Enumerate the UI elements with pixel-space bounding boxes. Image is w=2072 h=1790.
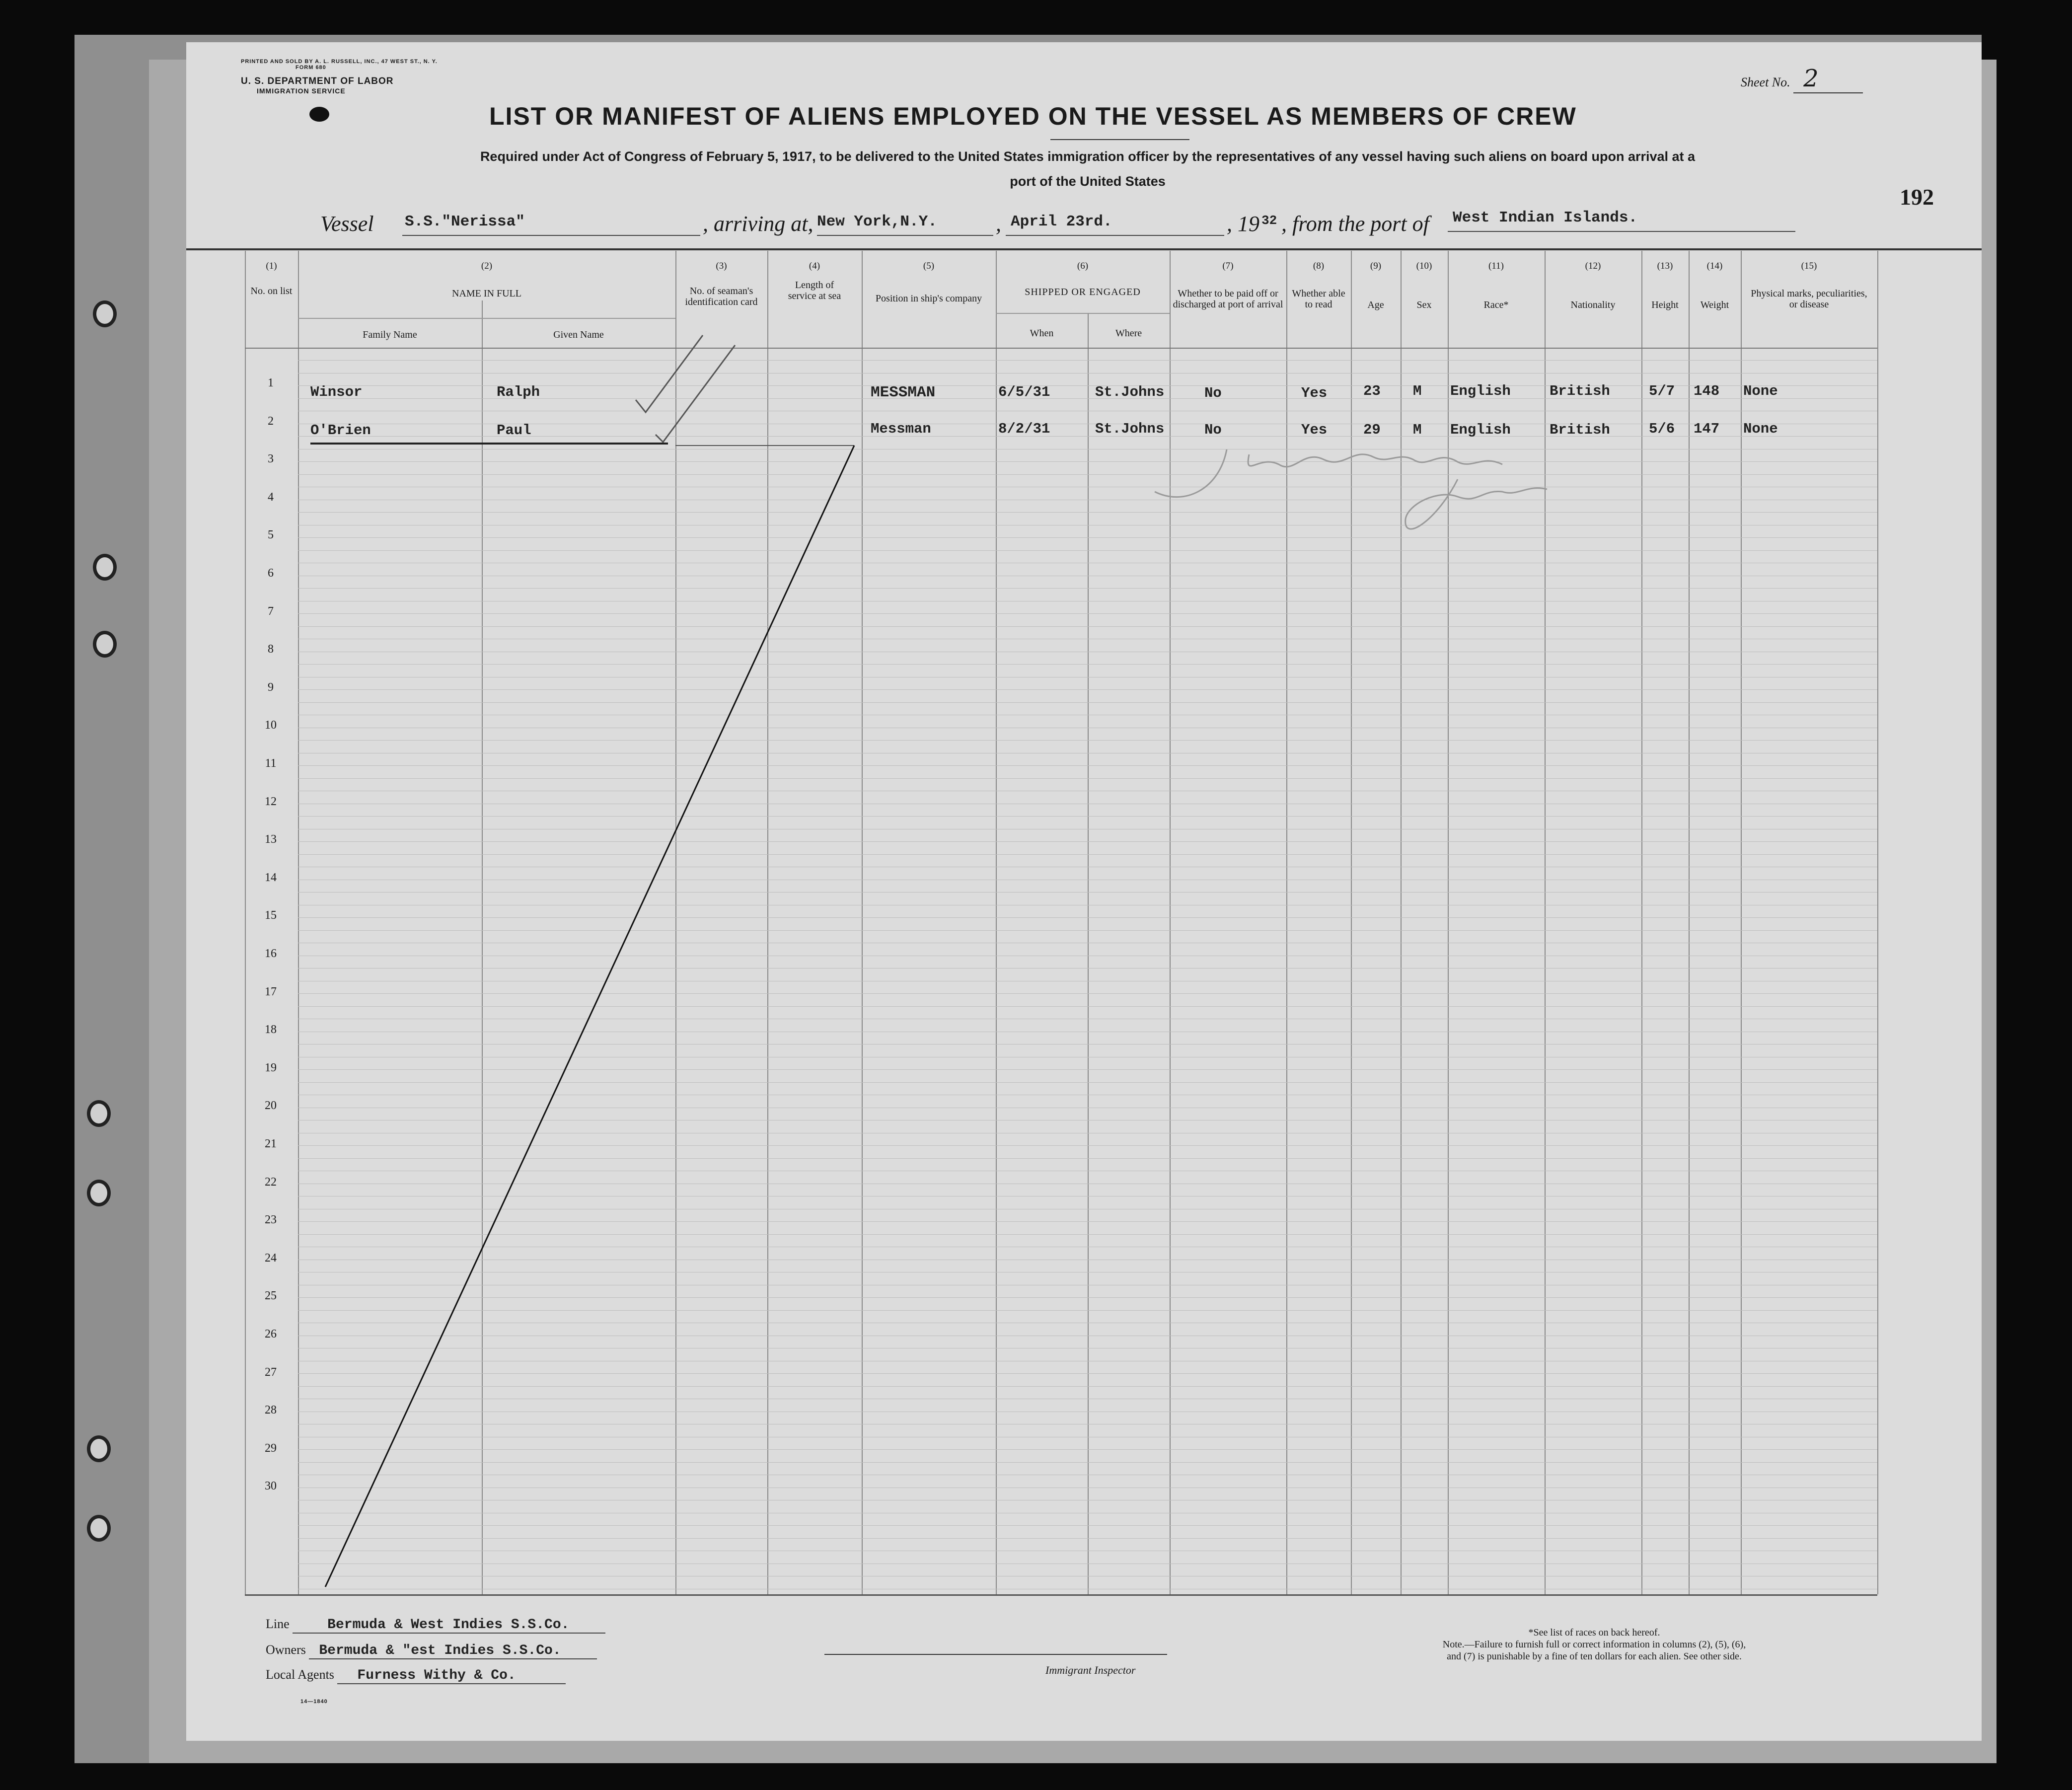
header-length-service: Length of service at sea — [788, 280, 841, 301]
cell-marks: None — [1743, 383, 1778, 399]
binder-ring — [93, 300, 117, 327]
header-sex: Sex — [1416, 299, 1432, 310]
departure-port: West Indian Islands. — [1453, 209, 1638, 226]
column-number: (15) — [1801, 261, 1817, 271]
row-number: 12 — [265, 795, 277, 808]
row-number: 11 — [265, 757, 277, 770]
row-number: 25 — [265, 1289, 277, 1303]
column-number: (5) — [923, 261, 935, 271]
cell-nationality: British — [1550, 422, 1610, 438]
voyage-line: Vessel S.S."Nerissa" , arriving at, New York,N.Y. , April 23rd. , 19 32 , from the port of West Indian Islands. — [320, 211, 1959, 241]
header-name-in-full: NAME IN FULL — [452, 288, 521, 299]
header-race: Race* — [1483, 299, 1509, 310]
binder-ring — [87, 1100, 111, 1127]
line-label: Line — [266, 1617, 290, 1631]
column-number: (6) — [1077, 261, 1089, 271]
row-number: 19 — [265, 1061, 277, 1074]
from-label: , from the port of — [1281, 212, 1429, 236]
year-label: , 19 — [1227, 212, 1259, 236]
inspector-signature — [1155, 449, 1547, 529]
arrival-date: April 23rd. — [1011, 213, 1112, 230]
note-penalty-line-2: and (7) is punishable by a fine of ten dollars for each alien. See other side. — [1447, 1651, 1742, 1662]
service-name: IMMIGRATION SERVICE — [257, 87, 346, 95]
requirement-line-2: port of the United States — [1010, 174, 1166, 189]
manifest-title: LIST OR MANIFEST OF ALIENS EMPLOYED ON THE VESSEL AS MEMBERS OF CREW — [489, 102, 1577, 130]
binder-ring — [87, 1515, 111, 1542]
header-able-read: Whether able to read — [1292, 288, 1345, 310]
row-number: 4 — [268, 490, 274, 504]
note-penalty-line-1: Note.—Failure to furnish full or correct information in columns (2), (5), (6), — [1442, 1639, 1746, 1650]
diagonal-strike-line — [325, 446, 854, 1587]
cell-where: St.Johns — [1095, 384, 1165, 400]
inspector-label: Immigrant Inspector — [1045, 1664, 1136, 1676]
row-number: 3 — [268, 452, 274, 466]
sheet-number-value: 2 — [1793, 65, 1863, 93]
header-weight: Weight — [1700, 299, 1729, 310]
header-family-name: Family Name — [363, 329, 417, 340]
owners-label: Owners — [266, 1642, 306, 1657]
row-number: 29 — [265, 1441, 277, 1455]
cell-age: 23 — [1363, 383, 1381, 399]
row-number: 8 — [268, 643, 274, 656]
column-number: (8) — [1313, 261, 1325, 271]
row-number: 1 — [268, 376, 274, 389]
agents-value: Furness Withy & Co. — [337, 1668, 566, 1684]
row-number: 9 — [268, 680, 274, 694]
row-number: 28 — [265, 1404, 277, 1417]
row-number: 20 — [265, 1099, 277, 1113]
cell-height: 5/6 — [1649, 421, 1675, 437]
cell-sex: M — [1413, 422, 1422, 438]
column-number: (7) — [1222, 261, 1234, 271]
column-number: (10) — [1416, 261, 1432, 271]
agents-label: Local Agents — [266, 1667, 334, 1682]
column-number: (9) — [1370, 261, 1382, 271]
column-number: (4) — [809, 261, 820, 271]
row-number: 27 — [265, 1365, 277, 1379]
cell-sex: M — [1413, 383, 1422, 399]
header-shipped-engaged: SHIPPED OR ENGAGED — [1025, 287, 1141, 298]
row-number: 21 — [265, 1137, 277, 1150]
column-number: (1) — [266, 261, 277, 271]
footer-line-row — [266, 1617, 605, 1634]
column-number: (2) — [481, 261, 493, 271]
header-paid-off: Whether to be paid off or discharged at port of arrival — [1173, 288, 1283, 310]
header-given-name: Given Name — [553, 329, 604, 340]
cell-age: 29 — [1363, 422, 1381, 438]
sheet-label: Sheet No. — [1741, 75, 1790, 89]
arrival-port: New York,N.Y. — [817, 213, 937, 230]
arriving-label: , arriving at, — [703, 212, 814, 236]
header-height: Height — [1651, 299, 1679, 310]
cell-position: Messman — [871, 421, 931, 437]
row-number: 2 — [268, 414, 274, 428]
column-number: (14) — [1706, 261, 1723, 271]
footer-agents-row — [266, 1667, 566, 1684]
row-number: 10 — [265, 719, 277, 732]
header-when: When — [1030, 328, 1054, 339]
check-mark-icon — [636, 335, 703, 412]
row-number: 23 — [265, 1213, 277, 1227]
cell-race: English — [1450, 383, 1511, 399]
cell-weight: 148 — [1694, 383, 1720, 399]
cell-weight: 147 — [1694, 421, 1720, 437]
manifest-page — [186, 42, 1982, 1741]
binder-ring — [87, 1435, 111, 1462]
check-mark-icon — [656, 345, 735, 442]
page-number: 192 — [1900, 184, 1934, 210]
row-number: 15 — [265, 909, 277, 922]
header-position: Position in ship's company — [875, 293, 982, 304]
form-number: FORM 680 — [296, 65, 326, 71]
header-id-card: No. of seaman's identification card — [685, 286, 758, 307]
column-number: (3) — [716, 261, 727, 271]
vessel-name: S.S."Nerissa" — [405, 213, 525, 230]
row-number: 7 — [268, 604, 274, 618]
row-number: 22 — [265, 1175, 277, 1189]
ink-marks — [186, 42, 1982, 1741]
row-number: 6 — [268, 567, 274, 580]
cell-given-name: Ralph — [497, 384, 540, 400]
cell-read: Yes — [1301, 385, 1328, 401]
binder-ring — [87, 1180, 111, 1206]
owners-value: Bermuda & "est Indies S.S.Co. — [309, 1643, 597, 1659]
vessel-label: Vessel — [320, 212, 374, 236]
header-where: Where — [1115, 328, 1142, 339]
cell-family-name: O'Brien — [310, 422, 371, 439]
cell-nationality: British — [1550, 383, 1610, 399]
cell-position: MESSMAN — [871, 384, 936, 401]
cell-family-name: Winsor — [310, 384, 363, 400]
column-number: (13) — [1657, 261, 1673, 271]
cell-when: 8/2/31 — [998, 421, 1050, 437]
requirement-line-1: Required under Act of Congress of February 5, 1917, to be delivered to the United States immigration officer by the representatives of any vessel having such aliens on board upon arrival at a — [480, 149, 1696, 164]
column-number: (11) — [1488, 261, 1504, 271]
binder-ring — [93, 554, 117, 581]
inspector-signature-line — [824, 1654, 1167, 1655]
cell-marks: None — [1743, 421, 1778, 437]
header-no-on-list: No. on list — [250, 286, 293, 297]
cell-where: St.Johns — [1095, 421, 1165, 437]
row-number: 26 — [265, 1328, 277, 1341]
note-races: *See list of races on back hereof. — [1528, 1627, 1660, 1638]
cell-when: 6/5/31 — [998, 384, 1050, 400]
printer-imprint-line: PRINTED AND SOLD BY A. L. RUSSELL, INC., 47 WEST ST., N. Y. — [241, 59, 438, 65]
footer-notes — [1346, 1627, 1843, 1662]
department-name: U. S. DEPARTMENT OF LABOR — [241, 76, 394, 86]
column-number: (12) — [1585, 261, 1601, 271]
line-value: Bermuda & West Indies S.S.Co. — [293, 1617, 605, 1634]
row-number: 14 — [265, 871, 277, 884]
header-physical-marks: Physical marks, peculiarities, or disease — [1751, 288, 1867, 310]
row-number: 24 — [265, 1251, 277, 1265]
form-code: 14—1840 — [300, 1699, 328, 1705]
row-number: 17 — [265, 985, 277, 998]
row-number: 13 — [265, 833, 277, 846]
row-number: 16 — [265, 947, 277, 960]
row-number: 30 — [265, 1480, 277, 1493]
row-number: 18 — [265, 1023, 277, 1037]
cell-paid-off: No — [1204, 385, 1222, 401]
arrival-year: 32 — [1261, 213, 1277, 228]
footer-owners-row — [266, 1642, 597, 1659]
cell-paid-off: No — [1204, 422, 1222, 438]
cell-race: English — [1450, 422, 1511, 438]
header-nationality: Nationality — [1570, 299, 1616, 310]
cell-given-name: Paul — [497, 422, 531, 439]
cell-height: 5/7 — [1649, 383, 1675, 399]
row-number: 5 — [268, 528, 274, 542]
cell-read: Yes — [1301, 422, 1328, 438]
binder-ring — [93, 631, 117, 658]
header-age: Age — [1367, 299, 1384, 310]
